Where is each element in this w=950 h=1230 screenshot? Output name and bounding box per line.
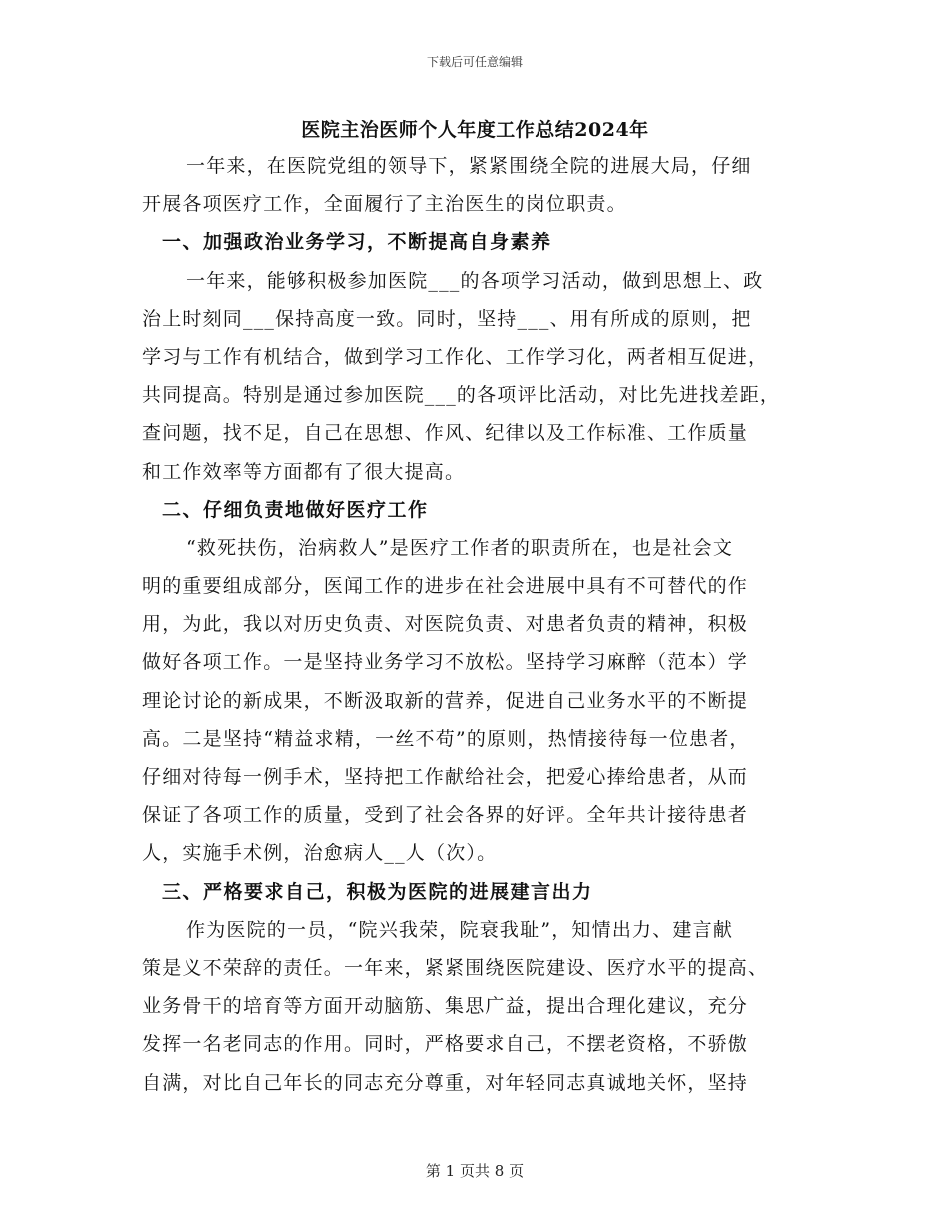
body-text-line: 人，实施手术例，治愈病人__人（次）。	[142, 842, 498, 865]
body-text-line: 一年来，在医院党组的领导下，紧紧围绕全院的进展大局，仔细	[186, 155, 752, 177]
body-text-line: 一年来，能够积极参加医院___的各项学习活动，做到思想上、政	[186, 269, 764, 292]
body-text-line: 治上时刻同___保持高度一致。同时，坚持___、用有所成的原则，把	[142, 307, 752, 330]
body-text-line: 发挥一名老同志的作用。同时，严格要求自己，不摆老资格，不骄傲	[142, 1033, 749, 1056]
section-heading: 一、加强政治业务学习，不断提高自身素养	[162, 231, 552, 254]
body-text-line: 学习与工作有机结合，做到学习工作化、工作学习化，两者相互促进，	[142, 345, 769, 368]
page-footer: 第 1 页共 8 页	[425, 1162, 525, 1180]
body-text-line: 仔细对待每一例手术，坚持把工作献给社会，把爱心捧给患者，从而	[142, 766, 749, 788]
body-text-line: 开展各项医疗工作，全面履行了主治医生的岗位职责。	[142, 193, 627, 216]
body-text-line: “救死扶伤，治病救人”是医疗工作者的职责所在，也是社会文	[186, 536, 734, 559]
header-note: 下载后可任意编辑	[426, 55, 523, 69]
body-text-line: 明的重要组成部分，医闻工作的进步在社会进展中具有不可替代的作	[142, 575, 749, 598]
body-text-line: 用，为此，我以对历史负责、对医院负责、对患者负责的精神，积极	[142, 613, 749, 636]
body-text-line: 和工作效率等方面都有了很大提高。	[142, 460, 466, 483]
body-text-line: 共同提高。特别是通过参加医院___的各项评比活动，对比先进找差距，	[142, 384, 781, 407]
body-text-line: 做好各项工作。一是坚持业务学习不放松。坚持学习麻醉（范本）学	[142, 651, 749, 674]
body-text-line: 查问题，找不足，自己在思想、作风、纪律以及工作标准、工作质量	[142, 422, 749, 445]
body-text-line: 策是义不荣辞的责任。一年来，紧紧围绕医院建设、医疗水平的提高、	[142, 956, 769, 979]
body-text-line: 业务骨干的培育等方面开动脑筋、集思广益，提出合理化建议，充分	[142, 995, 749, 1018]
section-heading: 二、仔细负责地做好医疗工作	[162, 498, 429, 521]
document-body	[142, 147, 814, 1102]
document-title: 医院主治医师个人年度工作总结2024年	[301, 119, 649, 141]
body-text-line: 保证了各项工作的质量，受到了社会各界的好评。全年共计接待患者	[142, 804, 749, 827]
body-text-line: 自满，对比自己年长的同志充分尊重，对年轻同志真诚地关怀，坚持	[142, 1071, 749, 1094]
body-text-line: 理论讨论的新成果，不断汲取新的营养，促进自己业务水平的不断提	[142, 689, 749, 712]
body-text-line: 高。二是坚持“精益求精，一丝不苟”的原则，热情接待每一位患者，	[142, 727, 750, 750]
body-text-line: 作为医院的一员，“院兴我荣，院衰我耻”，知情出力、建言献	[186, 918, 734, 941]
section-heading: 三、严格要求自己，积极为医院的进展建言出力	[162, 880, 593, 903]
